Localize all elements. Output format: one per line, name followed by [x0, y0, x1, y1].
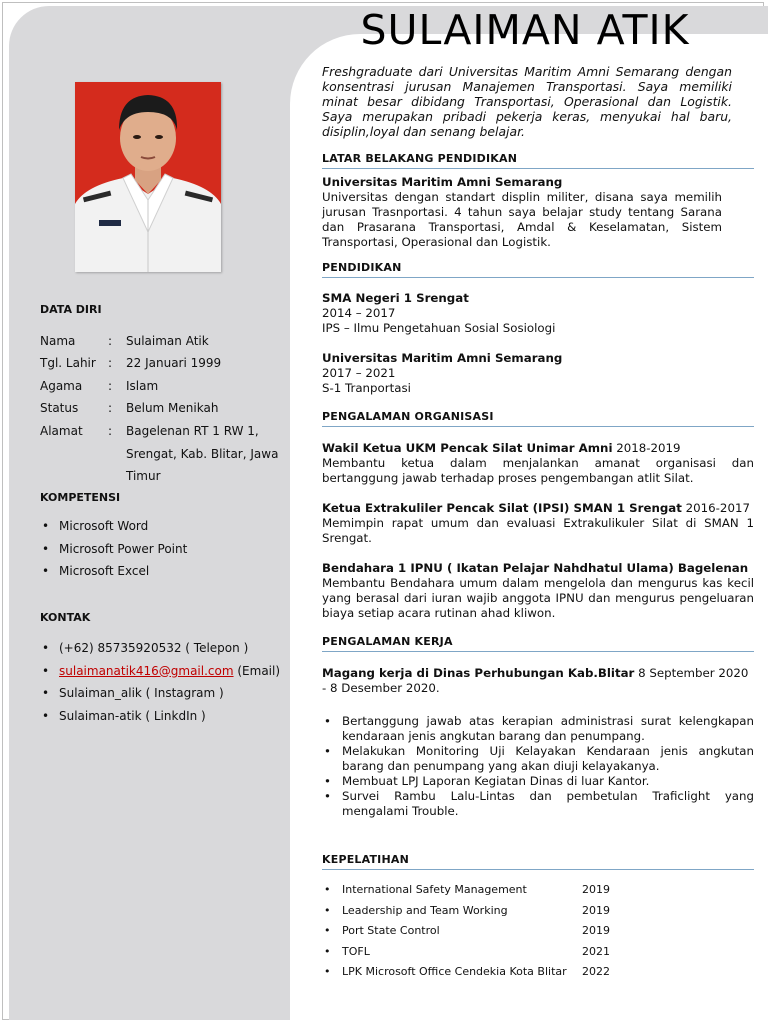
- instagram-item: • Sulaiman_alik ( Instagram ): [40, 682, 300, 705]
- work-item: [322, 666, 754, 696]
- work-task-list: [322, 714, 754, 819]
- organisasi-heading: PENGALAMAN ORGANISASI: [322, 410, 754, 427]
- email-suffix: (Email): [233, 663, 281, 678]
- school-name: SMA Negeri 1 Srengat: [322, 291, 469, 305]
- training-name: Port State Control: [342, 924, 440, 937]
- email-item: [40, 660, 300, 683]
- field-separator: :: [108, 334, 113, 348]
- org-desc: Membantu ketua dalam menjalankan amanat organisasi dan bertanggung jawab terhadap proses pengembangan atlit Silat.: [322, 456, 754, 485]
- pendidikan-heading: PENDIDIKAN: [322, 261, 754, 278]
- kontak-heading: KONTAK: [40, 611, 91, 624]
- field-value: Sulaiman Atik: [126, 334, 209, 348]
- training-year: 2022: [582, 965, 610, 978]
- profile-summary: Freshgraduate dari Universitas Maritim Amni Semarang dengan konsentrasi jurusan Manajemen Transportasi. Saya memiliki minat besar dibidang Transportasi, Operasional dan Logistik. Saya merupakan pribadi pekerja keras, menyukai hal baru, disiplin,loyal dan senang belajar.: [322, 64, 732, 139]
- education-item: [322, 291, 754, 336]
- education-item: [322, 351, 754, 396]
- training-year: 2019: [582, 903, 610, 917]
- person-name: SULAIMAN ATIK: [360, 6, 690, 54]
- profile-photo: [75, 82, 221, 272]
- org-title: Ketua Extrakuliler Pencak Silat (IPSI) SMAN 1 Srengat: [322, 501, 682, 515]
- school-major: IPS – Ilmu Pengetahuan Sosial Sosiologi: [322, 321, 556, 335]
- kompetensi-list: [40, 515, 290, 583]
- school-major: S-1 Tranportasi: [322, 381, 411, 395]
- list-item: • Microsoft Power Point: [40, 538, 290, 561]
- field-label: Tgl. Lahir: [40, 356, 96, 370]
- kerja-heading: PENGALAMAN KERJA: [322, 635, 754, 652]
- field-separator: :: [108, 379, 113, 393]
- field-label: Status: [40, 401, 79, 415]
- work-title: Magang kerja di Dinas Perhubungan Kab.Blitar: [322, 666, 635, 680]
- field-value: Islam: [126, 379, 159, 393]
- phone-item: • (+62) 85735920532 ( Telepon ): [40, 637, 300, 660]
- email-link[interactable]: sulaimanatik416@gmail.com: [59, 663, 234, 678]
- org-title: Bendahara 1 IPNU ( Ikatan Pelajar Nahdhatul Ulama) Bagelenan: [322, 561, 749, 575]
- latar-title: Universitas Maritim Amni Semarang: [322, 175, 563, 189]
- school-years: 2017 – 2021: [322, 366, 396, 380]
- training-name: International Safety Management: [342, 883, 527, 896]
- training-year: 2019: [582, 924, 610, 937]
- kontak-list: [40, 637, 300, 727]
- list-item: • Membuat LPJ Laporan Kegiatan Dinas di luar Kantor.: [322, 774, 754, 789]
- org-period: 2016-2017: [681, 501, 750, 515]
- latar-desc: Universitas dengan standart displin militer, disana saya memilih jurusan Trasnportasi. 4 tahun saya belajar study tentang Sarana dan Prasarana Transportasi, Amdal & Keselamatan, Sistem Transportasi, Operasional dan Logistik.: [322, 190, 722, 249]
- list-item: • Survei Rambu Lalu-Lintas dan pembetulan Traficlight yang mengalami Trouble.: [322, 789, 754, 819]
- school-years: 2014 – 2017: [322, 306, 396, 320]
- field-label: Alamat: [40, 424, 83, 438]
- field-separator: :: [108, 424, 113, 438]
- kepelatihan-heading: KEPELATIHAN: [322, 853, 754, 870]
- data-diri-heading: DATA DIRI: [40, 303, 102, 316]
- training-list: [322, 880, 622, 983]
- org-title: Wakil Ketua UKM Pencak Silat Unimar Amni: [322, 441, 613, 455]
- training-year: 2021: [582, 944, 610, 958]
- org-period: 2018-2019: [612, 441, 681, 455]
- latar-block: [322, 175, 722, 250]
- field-separator: :: [108, 401, 113, 415]
- work-period: 8 September 2020 - 8 Desember 2020.: [322, 666, 749, 695]
- org-desc: Membantu Bendahara umum dalam mengelola dan mengurus kas kecil yang berasal dari iuran wajib anggota IPNU dan mengurus pengeluaran biaya setiap acara rutinan ahad kliwon.: [322, 576, 754, 620]
- training-item: [322, 942, 622, 963]
- field-label: Nama: [40, 334, 76, 348]
- linkedin-item: • Sulaiman-atik ( LinkdIn ): [40, 705, 300, 728]
- person-portrait-icon: [75, 82, 221, 272]
- training-name: TOFL: [342, 944, 370, 958]
- school-name: Universitas Maritim Amni Semarang: [322, 351, 563, 365]
- training-item: [322, 880, 622, 901]
- training-item: [322, 901, 622, 922]
- list-item: • Microsoft Word: [40, 515, 290, 538]
- org-desc: Memimpin rapat umum dan evaluasi Extrakulikuler Silat di SMAN 1 Srengat.: [322, 516, 754, 545]
- org-item: [322, 441, 754, 486]
- list-item: • Melakukan Monitoring Uji Kelayakan Kendaraan jenis angkutan barang dan penumpang yang akan diuji kelayakanya.: [322, 744, 754, 774]
- training-year: 2019: [582, 883, 610, 896]
- training-item: [322, 921, 622, 942]
- kompetensi-heading: KOMPETENSI: [40, 491, 121, 504]
- field-value: 22 Januari 1999: [126, 356, 222, 370]
- org-item: [322, 561, 754, 621]
- field-value: Bagelenan RT 1 RW 1, Srengat, Kab. Blitar, Jawa Timur: [126, 424, 279, 483]
- training-name: LPK Microsoft Office Cendekia Kota Blitar: [342, 965, 567, 978]
- training-item: [322, 962, 622, 983]
- field-label: Agama: [40, 379, 83, 393]
- field-separator: :: [108, 356, 113, 370]
- org-item: [322, 501, 754, 546]
- latar-heading: LATAR BELAKANG PENDIDIKAN: [322, 152, 754, 169]
- field-value: Belum Menikah: [126, 401, 219, 415]
- list-item: • Bertanggung jawab atas kerapian administrasi surat kelengkapan kendaraan jenis angkutan barang dan penumpang.: [322, 714, 754, 744]
- list-item: • Microsoft Excel: [40, 560, 290, 583]
- training-name: Leadership and Team Working: [342, 903, 508, 917]
